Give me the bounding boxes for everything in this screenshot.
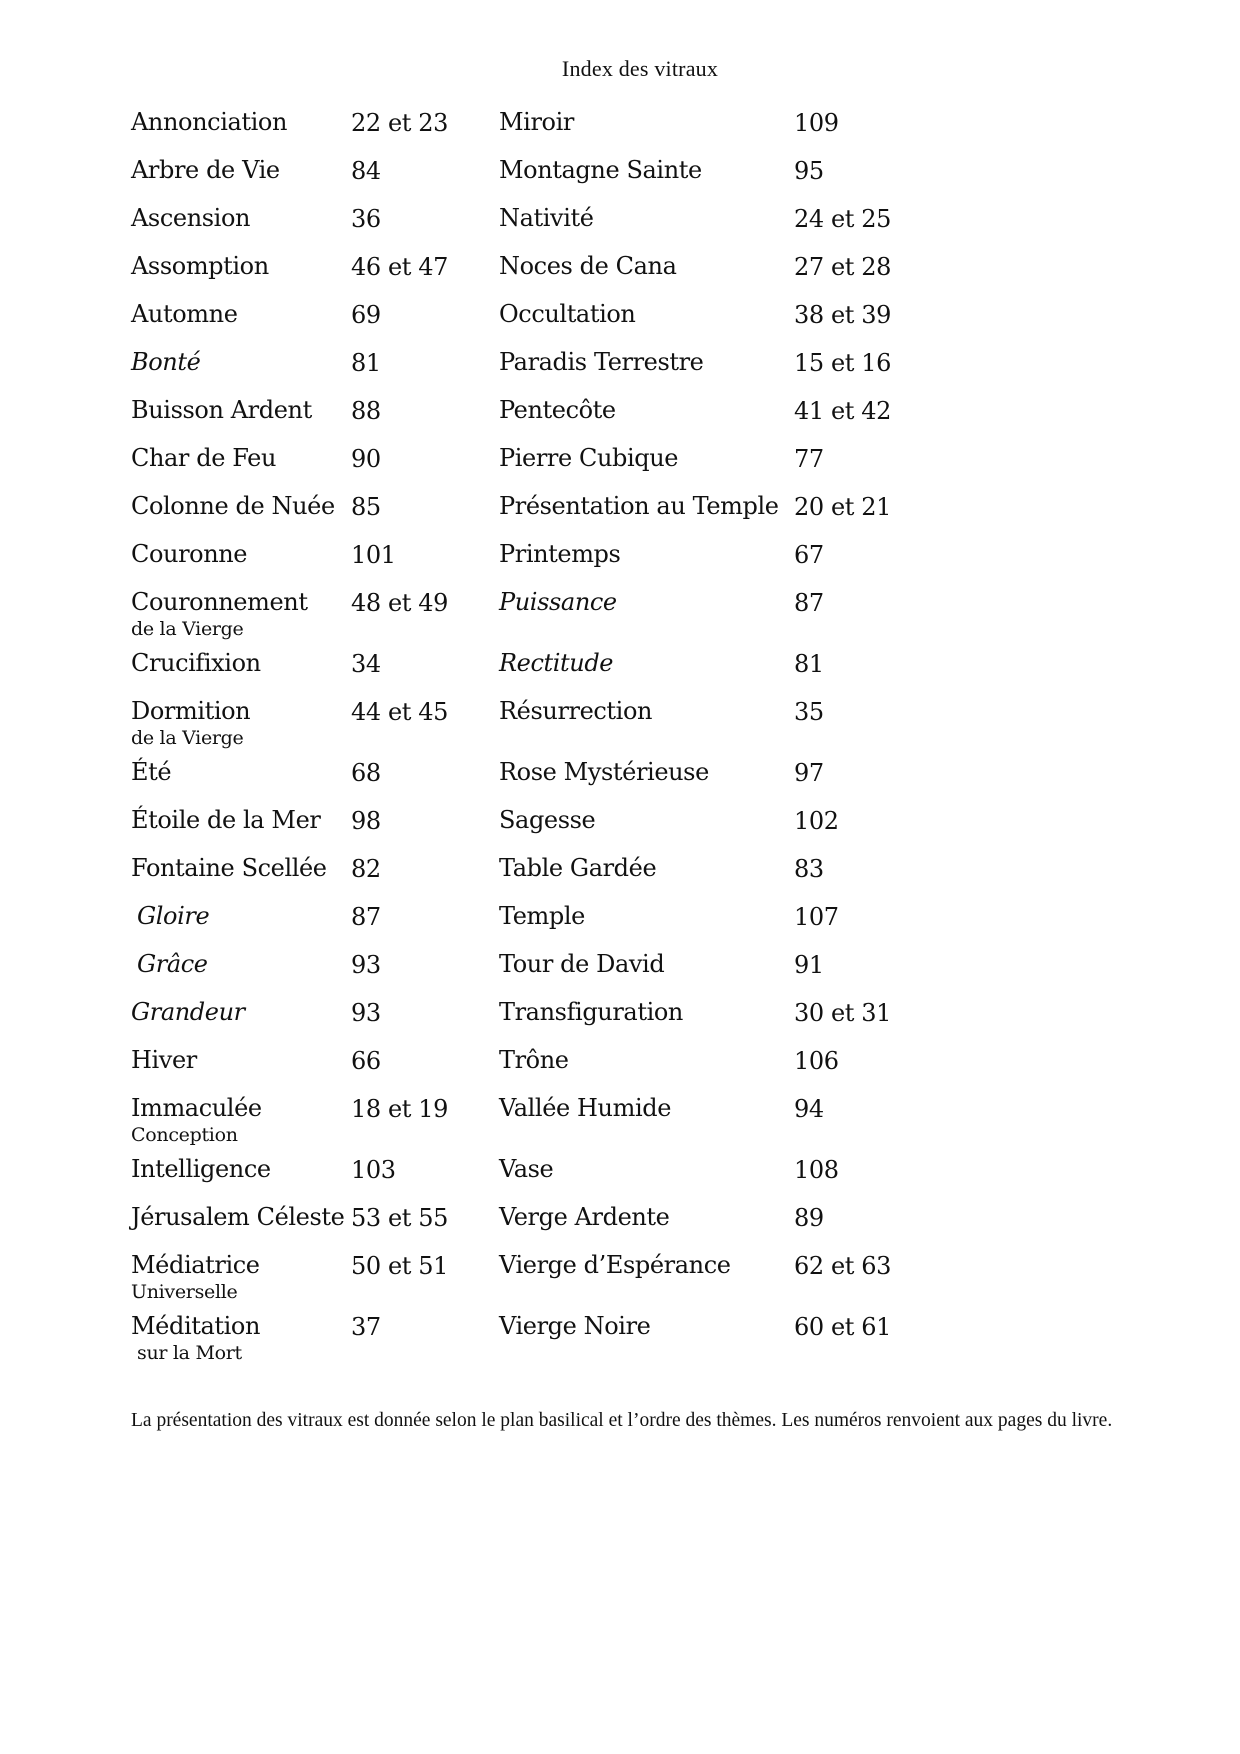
entry-name: Montagne Sainte	[499, 156, 702, 184]
entry-page: 109	[794, 109, 839, 137]
entry-page: 66	[351, 1047, 381, 1075]
entry-name: Buisson Ardent	[131, 396, 312, 424]
entry-page: 30 et 31	[794, 999, 891, 1027]
entry-page: 81	[794, 650, 824, 678]
entry-name-block	[131, 697, 351, 758]
entry-name: Bonté	[131, 348, 201, 376]
entry-name: Intelligence	[131, 1155, 271, 1183]
entry-page: 15 et 16	[794, 349, 891, 377]
entry-name: Miroir	[499, 108, 574, 136]
entry-page: 53 et 55	[351, 1204, 448, 1232]
entry-page: 34	[351, 650, 381, 678]
entry-page: 41 et 42	[794, 397, 891, 425]
entry-page: 89	[794, 1204, 824, 1232]
entry-page: 102	[794, 807, 839, 835]
entry-name: Hiver	[131, 1046, 197, 1074]
entry-name: Vierge Noire	[499, 1312, 651, 1340]
entry-subtitle: Universelle	[131, 1281, 238, 1303]
entry-name: Tour de David	[499, 950, 665, 978]
entry-name: Grâce	[137, 950, 208, 978]
entry-page: 87	[794, 589, 824, 617]
entry-name: Méditation	[131, 1312, 260, 1340]
entry-page: 24 et 25	[794, 205, 891, 233]
entry-name: Ascension	[131, 204, 251, 232]
entry-page: 20 et 21	[794, 493, 891, 521]
entry-page: 85	[351, 493, 381, 521]
entry-name: Table Gardée	[499, 854, 657, 882]
entry-name: Arbre de Vie	[131, 156, 280, 184]
entry-page: 106	[794, 1047, 839, 1075]
entry-page: 98	[351, 807, 381, 835]
entry-name: Pentecôte	[499, 396, 616, 424]
entry-name: Sagesse	[499, 806, 596, 834]
entry-page: 44 et 45	[351, 698, 448, 726]
entry-name: Rectitude	[499, 649, 614, 677]
entry-page: 103	[351, 1156, 396, 1184]
entry-page: 77	[794, 445, 824, 473]
entry-name: Verge Ardente	[499, 1203, 670, 1231]
entry-name: Résurrection	[499, 697, 653, 725]
entry-page: 101	[351, 541, 396, 569]
entry-name: Gloire	[137, 902, 210, 930]
entry-name: Rose Mystérieuse	[499, 758, 709, 786]
entry-name: Vallée Humide	[499, 1094, 672, 1122]
entry-name: Puissance	[499, 588, 617, 616]
entry-name-block	[131, 588, 351, 649]
entry-name: Fontaine Scellée	[131, 854, 327, 882]
entry-page: 81	[351, 349, 381, 377]
entry-name: Présentation au Temple	[499, 492, 779, 520]
entry-name: Colonne de Nuée	[131, 492, 335, 520]
entry-name: Annonciation	[131, 108, 288, 136]
entry-subtitle: de la Vierge	[131, 618, 244, 640]
entry-page: 90	[351, 445, 381, 473]
entry-page: 18 et 19	[351, 1095, 448, 1123]
entry-page: 107	[794, 903, 839, 931]
entry-page: 68	[351, 759, 381, 787]
entry-name: Char de Feu	[131, 444, 277, 472]
entry-page: 93	[351, 999, 381, 1027]
entry-name: Automne	[131, 300, 238, 328]
entry-name-block	[131, 1251, 351, 1312]
entry-page: 36	[351, 205, 381, 233]
entry-name: Couronnement	[131, 588, 308, 616]
entry-page: 93	[351, 951, 381, 979]
entry-page: 37	[351, 1313, 381, 1341]
entry-name-block	[131, 1094, 351, 1155]
entry-name: Trône	[499, 1046, 569, 1074]
entry-page: 91	[794, 951, 824, 979]
entry-name: Pierre Cubique	[499, 444, 679, 472]
entry-page: 67	[794, 541, 824, 569]
entry-name: Noces de Cana	[499, 252, 677, 280]
entry-name: Grandeur	[131, 998, 245, 1026]
entry-name: Assomption	[131, 252, 269, 280]
entry-name: Temple	[499, 902, 585, 930]
entry-page: 94	[794, 1095, 824, 1123]
entry-page: 69	[351, 301, 381, 329]
entry-name: Occultation	[499, 300, 636, 328]
entry-name-block	[131, 1312, 351, 1373]
entry-page: 108	[794, 1156, 839, 1184]
page-title: Index des vitraux	[561, 56, 719, 81]
entry-page: 48 et 49	[351, 589, 448, 617]
entry-name: Nativité	[499, 204, 594, 232]
entry-page: 62 et 63	[794, 1252, 891, 1280]
entry-page: 87	[351, 903, 381, 931]
entry-name: Couronne	[131, 540, 248, 568]
entry-page: 38 et 39	[794, 301, 891, 329]
entry-page: 46 et 47	[351, 253, 448, 281]
footnote: La présentation des vitraux est donnée selon le plan basilical et l’ordre des thèmes. Les numéros renvoient aux pages du livre.	[131, 1410, 1113, 1431]
entry-name: Vase	[499, 1155, 554, 1183]
entry-page: 22 et 23	[351, 109, 448, 137]
entry-name: Étoile de la Mer	[131, 806, 321, 834]
entry-page: 27 et 28	[794, 253, 891, 281]
entry-page: 82	[351, 855, 381, 883]
entry-name: Vierge d’Espérance	[499, 1251, 731, 1279]
entry-page: 60 et 61	[794, 1313, 891, 1341]
entry-subtitle: sur la Mort	[137, 1342, 242, 1364]
entry-page: 88	[351, 397, 381, 425]
entry-page: 35	[794, 698, 824, 726]
entry-name: Crucifixion	[131, 649, 261, 677]
entry-page: 83	[794, 855, 824, 883]
entry-name: Paradis Terrestre	[499, 348, 704, 376]
entry-name: Médiatrice	[131, 1251, 260, 1279]
entry-page: 97	[794, 759, 824, 787]
entry-page: 84	[351, 157, 381, 185]
entry-subtitle: Conception	[131, 1124, 238, 1146]
entry-name: Jérusalem Céleste	[131, 1203, 345, 1231]
index-table	[131, 108, 1051, 1373]
entry-name: Printemps	[499, 540, 621, 568]
entry-page: 50 et 51	[351, 1252, 448, 1280]
entry-name: Transfiguration	[499, 998, 683, 1026]
entry-name: Dormition	[131, 697, 251, 725]
entry-page: 95	[794, 157, 824, 185]
entry-name: Été	[131, 758, 172, 786]
entry-name: Immaculée	[131, 1094, 262, 1122]
entry-subtitle: de la Vierge	[131, 727, 244, 749]
